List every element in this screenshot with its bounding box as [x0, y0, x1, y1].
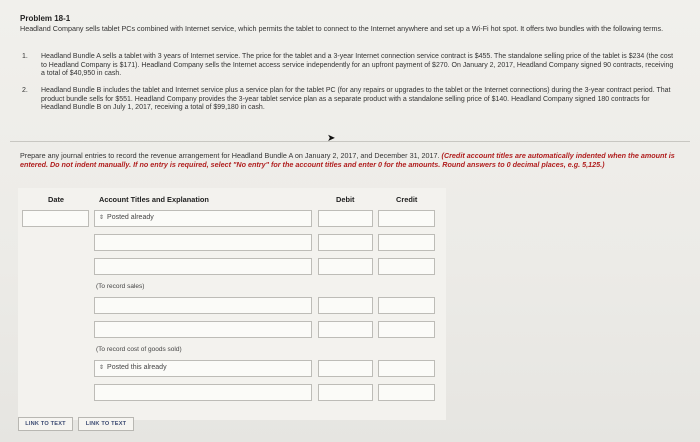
credit-input[interactable] — [378, 258, 435, 275]
credit-input[interactable] — [378, 321, 435, 338]
date-select[interactable] — [22, 210, 89, 227]
debit-input[interactable] — [318, 234, 373, 251]
account-select[interactable] — [94, 360, 312, 377]
debit-input[interactable] — [318, 360, 373, 377]
link-to-text-button[interactable]: LINK TO TEXT — [78, 417, 134, 431]
item-number: 2. — [22, 87, 28, 94]
cogs-explanation-note: (To record cost of goods sold) — [96, 346, 182, 353]
debit-column-header: Debit — [336, 195, 355, 204]
credit-input[interactable] — [378, 360, 435, 377]
debit-input[interactable] — [318, 210, 373, 227]
problem-title: Problem 18-1 — [20, 14, 71, 23]
link-to-text-button[interactable]: LINK TO TEXT — [18, 417, 73, 431]
credit-input[interactable] — [378, 297, 435, 314]
account-select-value: Posted already — [107, 214, 154, 221]
account-input[interactable] — [94, 234, 312, 251]
item-number: 1. — [22, 53, 28, 60]
journal-entry-table — [18, 188, 446, 420]
section-divider — [10, 141, 690, 142]
credit-input[interactable] — [378, 384, 435, 401]
item-text: Headland Bundle A sells a tablet with 3 years of Internet service. The price for the tablet and a 3-year Internet connection service contract is $455. The standalone selling price of the tablet is $234 (the cost to Headland Company is $171). Headland Company sells the Internet access service independently for an upfront payment of $270. On January 2, 2017, Headland Company signed 90 contracts, receiving a total of $40,950 in cash. — [41, 53, 674, 78]
debit-input[interactable] — [318, 321, 373, 338]
mouse-pointer-icon: ➤ — [327, 133, 336, 144]
account-select-value: Posted this already — [107, 364, 167, 371]
account-input[interactable] — [94, 321, 312, 338]
instructions-highlight: (Credit account titles are automatically indented when the amount is entered. Do not indent manually. If no entry is required, select "No entry" for the account titles and enter 0 for the amounts. Round answers to 0 decimal places, e.g. 5,125.) — [20, 151, 675, 169]
account-column-header: Account Titles and Explanation — [99, 195, 209, 204]
date-column-header: Date — [48, 195, 65, 204]
debit-input[interactable] — [318, 297, 373, 314]
updown-arrows-icon: ⇕ — [99, 365, 105, 371]
account-input[interactable] — [94, 384, 312, 401]
account-input[interactable] — [94, 297, 312, 314]
instructions — [20, 151, 686, 169]
debit-input[interactable] — [318, 258, 373, 275]
account-input[interactable] — [94, 258, 312, 275]
item-text: Headland Bundle B includes the tablet and Internet service plus a service plan for the tablet PC (for any repairs or upgrades to the tablet or the Internet connections) during the 3-year contract period. That product bundle sells for $551. Headland Company provides the 3-year tablet service plan as a separate product with a standalone selling price of $140. Headland Company signed 180 contracts for Headland Bundle B on July 1, 2017, receiving a total of $99,180 in cash. — [41, 87, 671, 112]
instructions-text: Prepare any journal entries to record the revenue arrangement for Headland Bundle A on January 2, 2017, and December 31, 2017. — [20, 151, 442, 160]
debit-input[interactable] — [318, 384, 373, 401]
credit-input[interactable] — [378, 234, 435, 251]
problem-intro: Headland Company sells tablet PCs combined with Internet service, which permits the tablet to connect to the Internet anywhere and set up a Wi-Fi hot spot. It offers two bundles with the following terms. — [20, 24, 664, 33]
account-select[interactable] — [94, 210, 312, 227]
updown-arrows-icon: ⇕ — [99, 215, 105, 221]
credit-column-header: Credit — [396, 195, 418, 204]
sales-explanation-note: (To record sales) — [96, 283, 145, 290]
credit-input[interactable] — [378, 210, 435, 227]
